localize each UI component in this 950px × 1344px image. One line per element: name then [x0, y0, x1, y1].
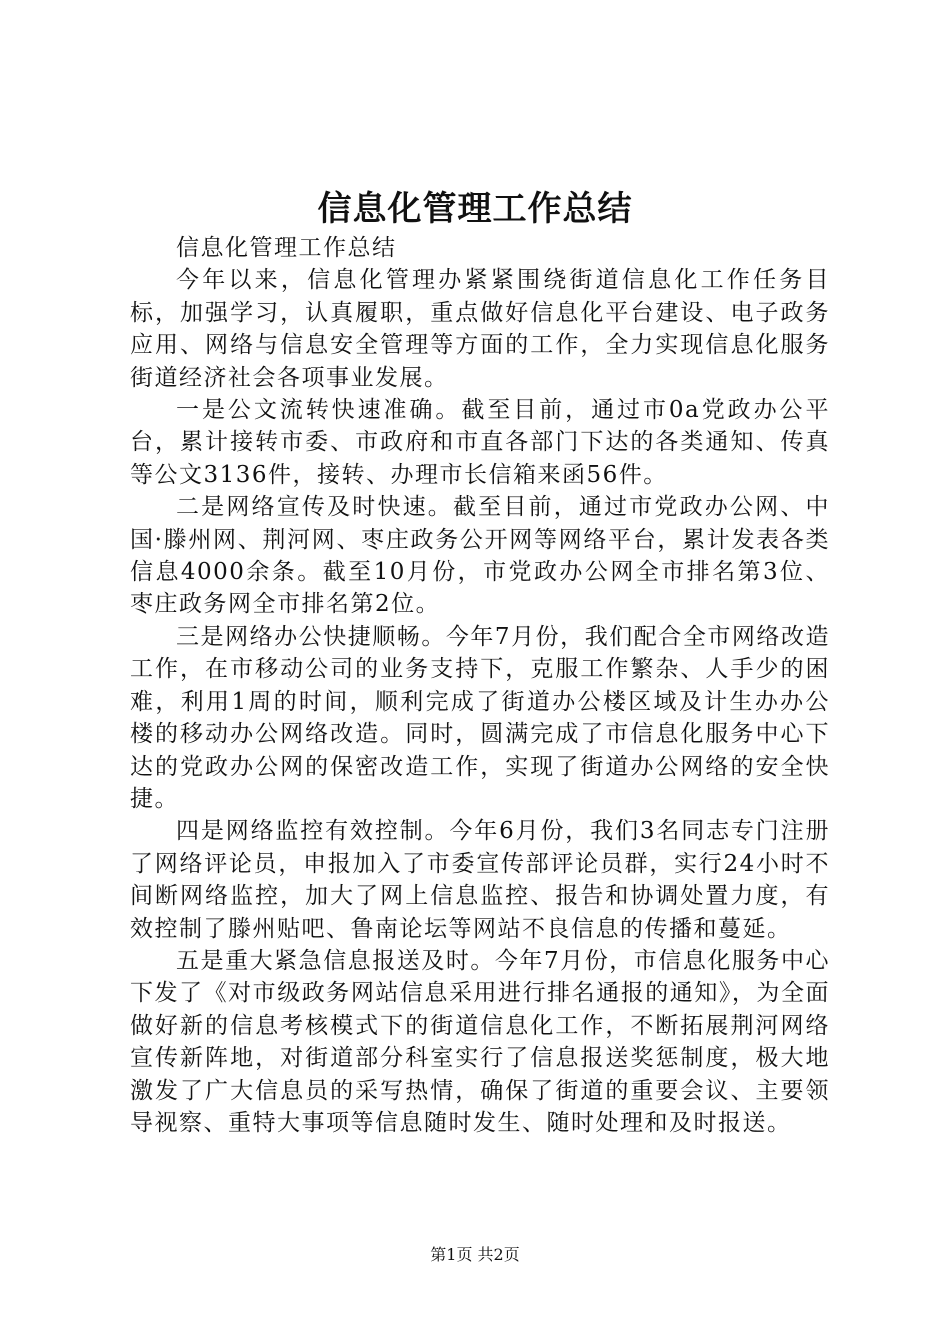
body-paragraph: 三是网络办公快捷顺畅。今年7月份，我们配合全市网络改造工作，在市移动公司的业务支持下，克服工作繁杂、人手少的困难，利用1周的时间，顺利完成了街道办公楼区域及计生办办公楼的移动办公网络改造。同时，圆满完成了市信息化服务中心下达的党政办公网的保密改造工作，实现了街道办公网络的安全快捷。 — [130, 623, 830, 812]
body-paragraph: 一是公文流转快速准确。截至目前，通过市0a党政办公平台，累计接转市委、市政府和市直各部门下达的各类通知、传真等公文3136件，接转、办理市长信箱来函56件。 — [130, 397, 830, 488]
body-paragraph: 二是网络宣传及时快速。截至目前，通过市党政办公网、中国·滕州网、荆河网、枣庄政务公开网等网络平台，累计发表各类信息4000余条。截至10月份，市党政办公网全市排名第3位、枣庄政务网全市排名第2位。 — [130, 494, 830, 618]
body-paragraph: 五是重大紧急信息报送及时。今年7月份，市信息化服务中心下发了《对市级政务网站信息采用进行排名通报的通知》，为全面做好新的信息考核模式下的街道信息化工作，不断拓展荆河网络宣传新阵地，对街道部分科室实行了信息报送奖惩制度，极大地激发了广大信息员的采写热情，确保了街道的重要会议、主要领导视察、重特大事项等信息随时发生、随时处理和及时报送。 — [130, 947, 830, 1136]
subtitle-paragraph: 信息化管理工作总结 — [176, 235, 397, 261]
page-footer: 第1页 共2页 — [430, 1245, 520, 1264]
document-body — [130, 232, 830, 1139]
body-paragraph: 四是网络监控有效控制。今年6月份，我们3名同志专门注册了网络评论员，申报加入了市委宣传部评论员群，实行24小时不间断网络监控，加大了网上信息监控、报告和协调处置力度，有效控制了滕州贴吧、鲁南论坛等网站不良信息的传播和蔓延。 — [130, 818, 830, 942]
intro-paragraph: 今年以来，信息化管理办紧紧围绕街道信息化工作任务目标，加强学习，认真履职，重点做好信息化平台建设、电子政务应用、网络与信息安全管理等方面的工作，全力实现信息化服务街道经济社会各项事业发展。 — [130, 267, 830, 391]
page-title: 信息化管理工作总结 — [317, 189, 633, 229]
